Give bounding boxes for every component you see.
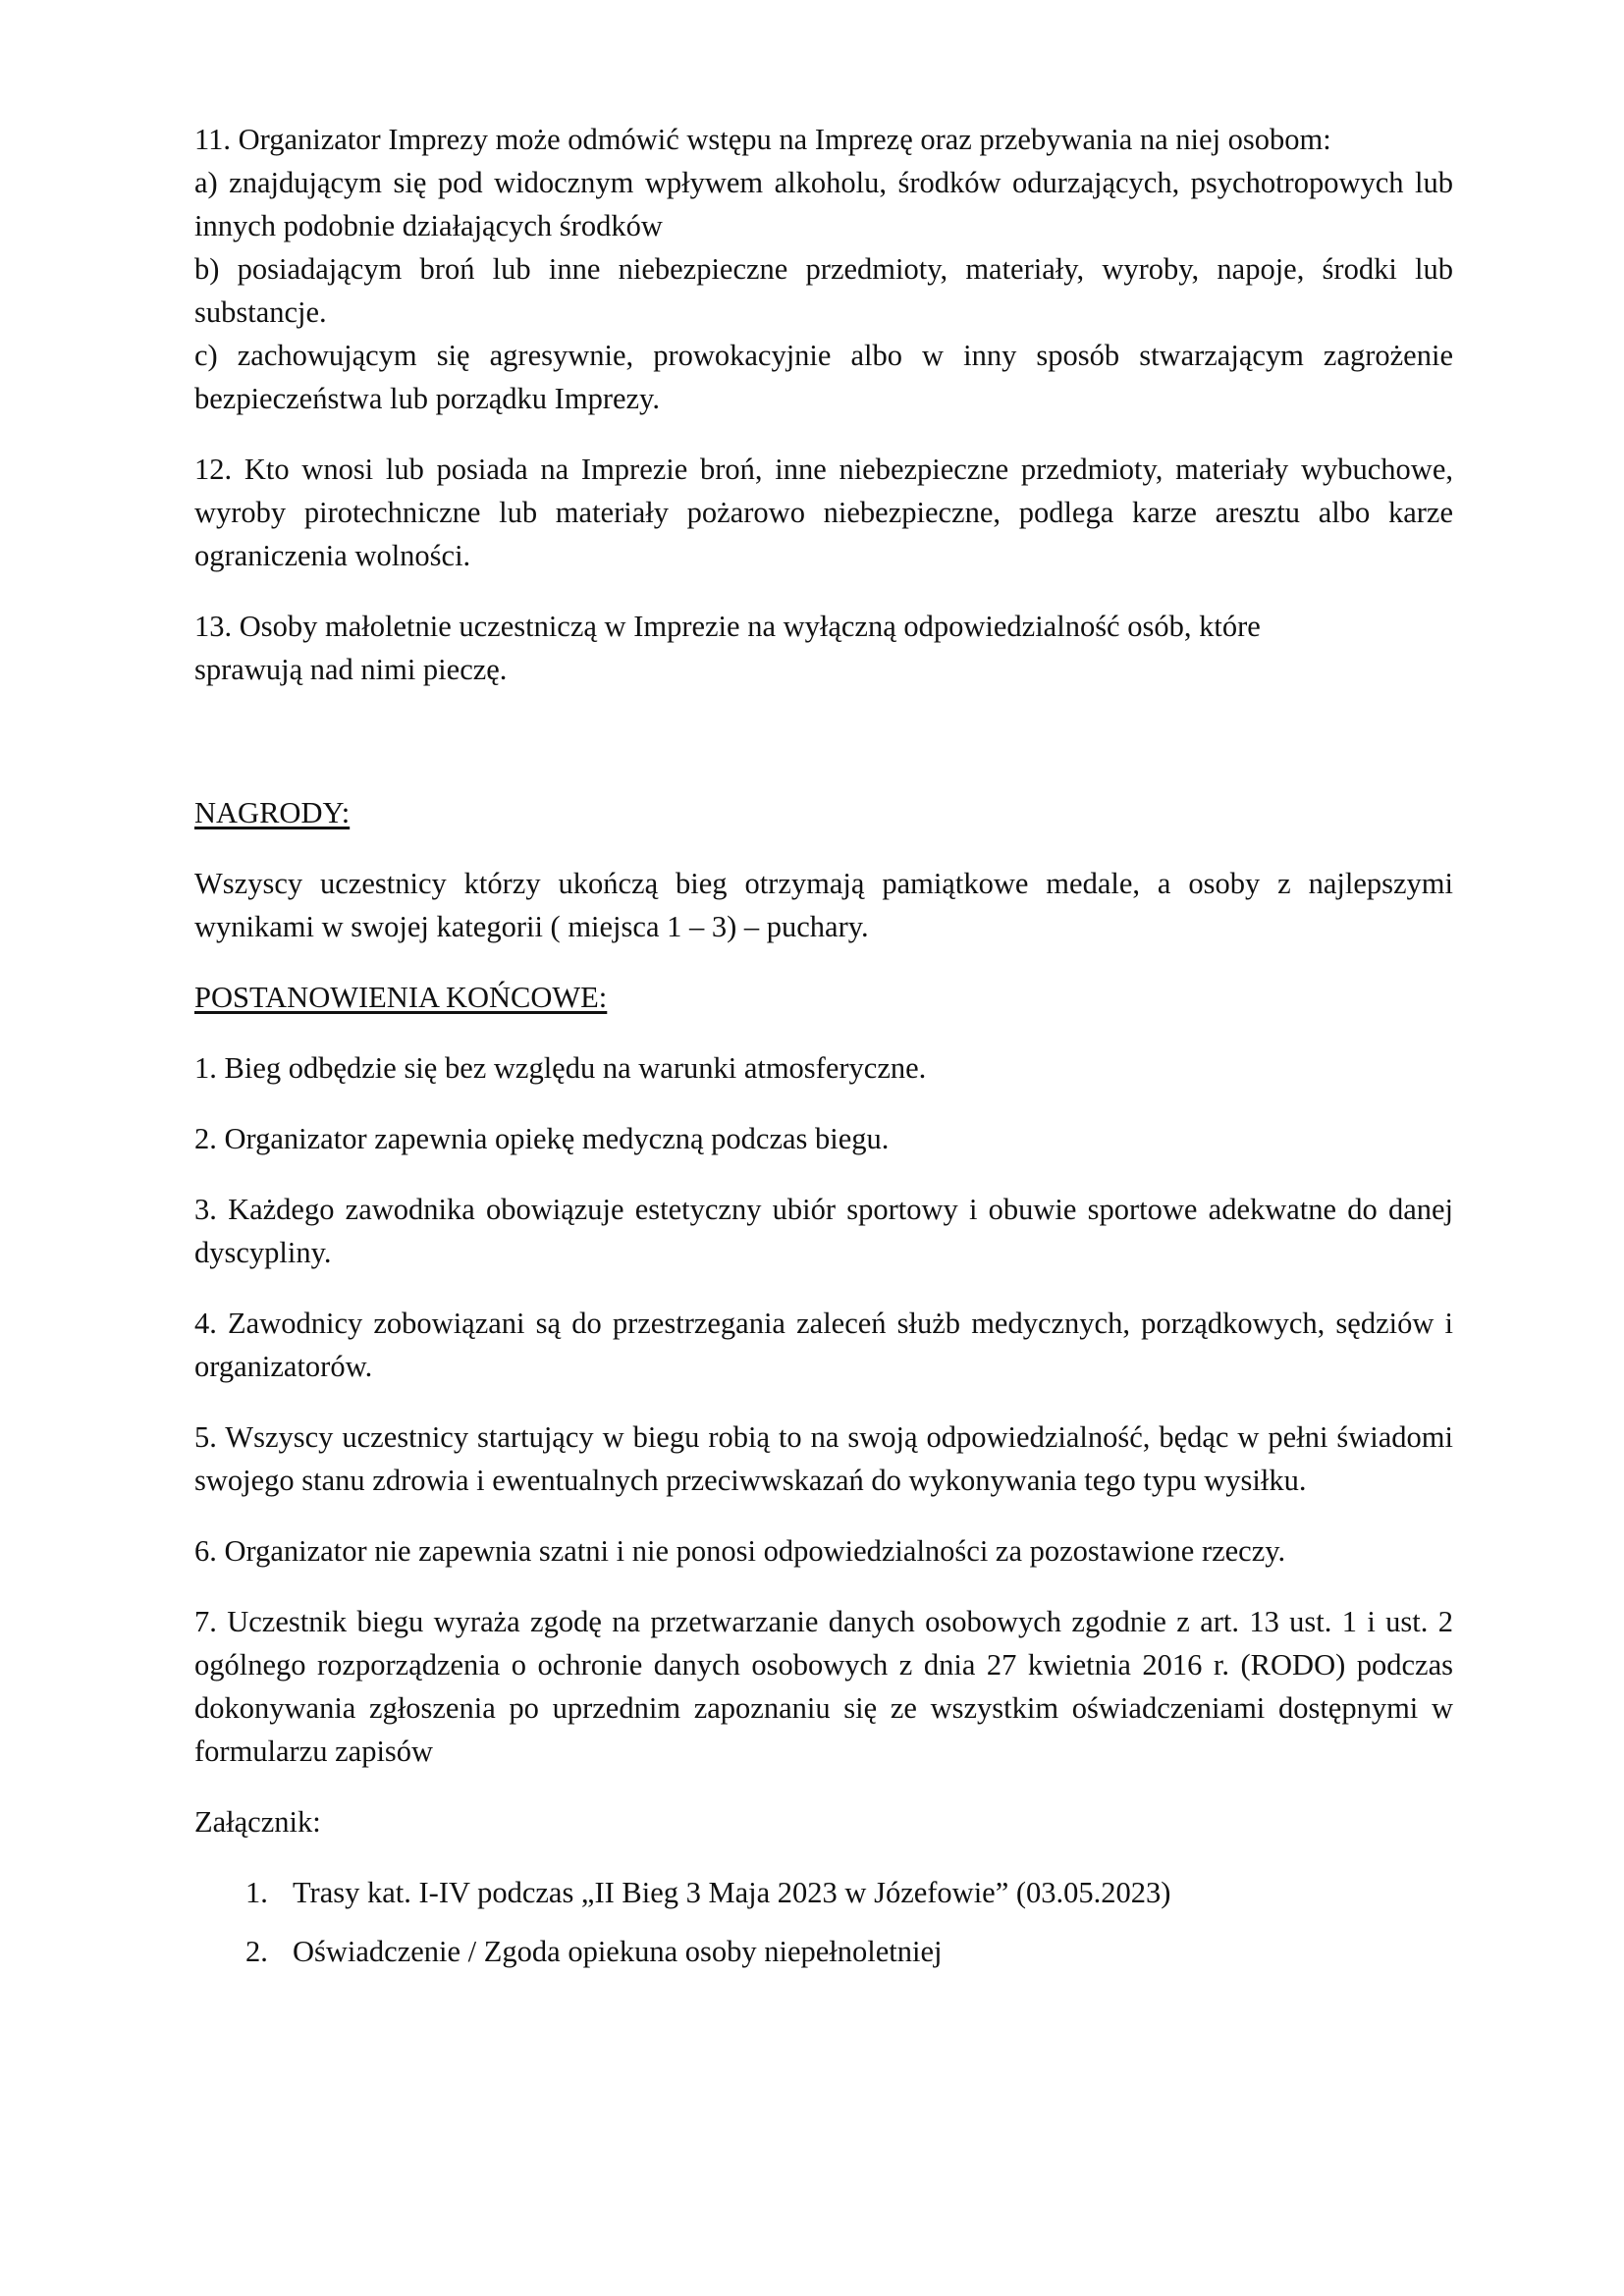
zalacznik-label: Załącznik: xyxy=(194,1805,321,1839)
postanowienie-item-2: 2. Organizator zapewnia opiekę medyczną podczas biegu. xyxy=(194,1122,890,1155)
postanowienie-item-4: 4. Zawodnicy zobowiązani są do przestrzegania zaleceń służb medycznych, porządkowych, sędziów i organizatorów. xyxy=(194,1307,1453,1383)
rule-11-intro: 11. Organizator Imprezy może odmówić wstępu na Imprezę oraz przebywania na niej osobom: xyxy=(194,123,1331,156)
postanowienie-item-6: 6. Organizator nie zapewnia szatni i nie ponosi odpowiedzialności za pozostawione rzeczy. xyxy=(194,1534,1286,1568)
postanowienie-item-5: 5. Wszyscy uczestnicy startujący w biegu robią to na swoją odpowiedzialność, będąc w pełni świadomi swojego stanu zdrowia i ewentualnych przeciwwskazań do wykonywania tego typu wysiłku. xyxy=(194,1420,1453,1497)
document-page xyxy=(194,118,1453,1989)
rule-11-point-b: b) posiadającym broń lub inne niebezpieczne przedmioty, materiały, wyroby, napoje, środki lub substancje. xyxy=(194,252,1453,329)
attachment-number: 2. xyxy=(245,1935,268,1968)
attachment-item xyxy=(245,1930,1453,1973)
rule-item-13: 13. Osoby małoletnie uczestniczą w Imprezie na wyłączną odpowiedzialność osób, które sprawują nad nimi pieczę. xyxy=(194,610,1261,686)
nagrody-text: Wszyscy uczestnicy którzy ukończą bieg otrzymają pamiątkowe medale, a osoby z najlepszymi wynikami w swojej kategorii ( miejsca 1 – 3) – puchary. xyxy=(194,867,1453,943)
section-spacer xyxy=(194,719,1453,791)
rule-11-point-c: c) zachowującym się agresywnie, prowokacyjnie albo w inny sposób stwarzającym zagrożenie bezpieczeństwa lub porządku Imprezy. xyxy=(194,339,1453,415)
attachment-item xyxy=(245,1871,1453,1914)
attachment-list xyxy=(194,1871,1453,1973)
postanowienie-item-1: 1. Bieg odbędzie się bez względu na warunki atmosferyczne. xyxy=(194,1051,927,1085)
attachment-text: Trasy kat. I-IV podczas „II Bieg 3 Maja 2023 w Józefowie” (03.05.2023) xyxy=(293,1876,1171,1909)
rule-item-12: 12. Kto wnosi lub posiada na Imprezie broń, inne niebezpieczne przedmioty, materiały wybuchowe, wyroby pirotechniczne lub materiały pożarowo niebezpieczne, podlega karze aresztu albo karze ograniczenia wolności. xyxy=(194,453,1453,572)
postanowienie-item-7: 7. Uczestnik biegu wyraża zgodę na przetwarzanie danych osobowych zgodnie z art. 13 ust. 1 i ust. 2 ogólnego rozporządzenia o ochronie danych osobowych z dnia 27 kwietnia 2016 r. (RODO) podczas dokonywania zgłoszenia po uprzednim zapoznaniu się ze wszystkim oświadczeniami dostępnymi w formularzu zapisów xyxy=(194,1605,1453,1768)
nagrody-heading: NAGRODY: xyxy=(194,796,351,829)
rule-11-point-a: a) znajdującym się pod widocznym wpływem alkoholu, środków odurzających, psychotropowych lub innych podobnie działających środków xyxy=(194,166,1453,242)
postanowienia-heading: POSTANOWIENIA KOŃCOWE: xyxy=(194,981,608,1014)
rule-item-11 xyxy=(194,118,1453,420)
attachment-number: 1. xyxy=(245,1876,268,1909)
attachment-text: Oświadczenie / Zgoda opiekuna osoby niepełnoletniej xyxy=(293,1935,943,1968)
postanowienie-item-3: 3. Każdego zawodnika obowiązuje estetyczny ubiór sportowy i obuwie sportowe adekwatne do danej dyscypliny. xyxy=(194,1193,1453,1269)
